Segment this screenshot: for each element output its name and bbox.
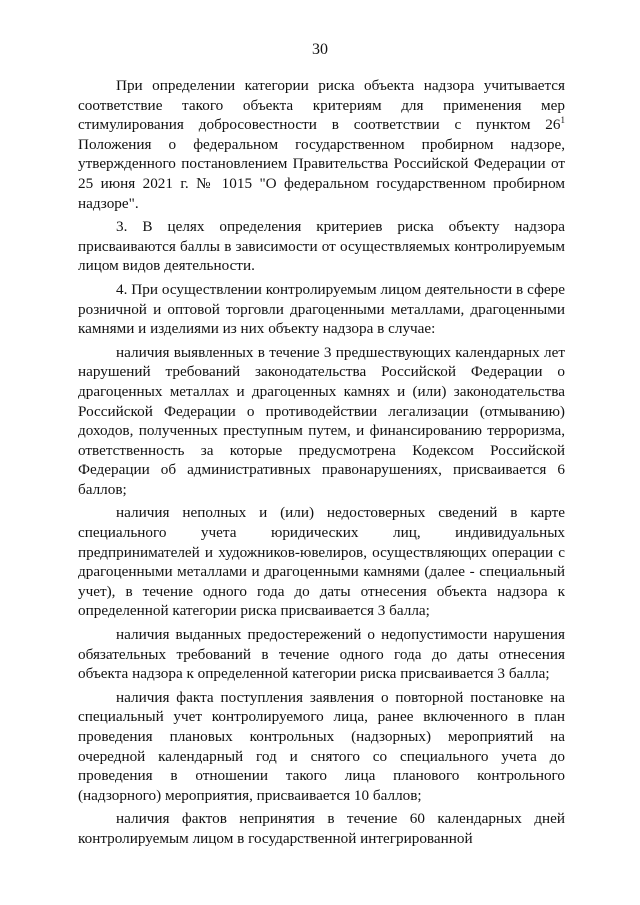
paragraph-item-4: 4. При осуществлении контролируемым лицом деятельности в сфере розничной и оптовой торговли драгоценными металлами, драгоценными камнями и изделиями из них объекту надзора в случае: [78, 280, 565, 338]
document-body [78, 76, 565, 853]
paragraph-text: При определении категории риска объекта надзора учитывается соответствие такого объекта критериям для применения мер стимулирования добросовестности в соответствии с пунктом 26 [78, 77, 565, 134]
paragraph-violations: наличия выявленных в течение 3 предшествующих календарных лет нарушений требований законодательства Российской Федерации о драгоценных металлах и драгоценных камнях и (или) законодательства Российской Федерации о противодействии легализации (отмыванию) доходов, полученных преступным путем, и финансированию терроризма, ответственность за которые предусмотрена Кодексом Российской Федерации об административных правонарушениях, присваивается 6 баллов; [78, 343, 565, 498]
paragraph-re-registration: наличия факта поступления заявления о повторной постановке на специальный учет контролируемого лица, ранее включенного в план проведения плановых контрольных (надзорных) мероприятий на очередной календарный год и снятого со специального учета до проведения в отношении такого лица планового контрольного (надзорного) мероприятия, присваивается 10 баллов; [78, 688, 565, 804]
paragraph-text-continued: Положения о федеральном государственном пробирном надзоре, утвержденного постановлением Правительства Российской Федерации от 25 июня 2021 г. № 1015 "О федеральном государственном пробирном надзоре". [78, 135, 565, 212]
paragraph-non-acceptance: наличия фактов непринятия в течение 60 календарных дней контролируемым лицом в государственной интегрированной [78, 810, 565, 847]
footnote-superscript: 1 [560, 115, 565, 126]
paragraph-item-3: 3. В целях определения критериев риска объекту надзора присваиваются баллы в зависимости от осуществляемых контролируемым лицом видов деятельности. [78, 218, 565, 275]
paragraph-risk-category [78, 76, 565, 213]
page-number: 30 [312, 41, 328, 58]
paragraph-warnings: наличия выданных предостережений о недопустимости нарушения обязательных требований в течение одного года до даты отнесения объекта надзора к определенной категории риска присваивается 3 балла; [78, 626, 565, 683]
paragraph-incomplete-info: наличия неполных и (или) недостоверных сведений в карте специального учета юридических лиц, индивидуальных предпринимателей и художников-ювелиров, осуществляющих операции с драгоценными металлами и драгоценными камнями (далее - специальный учет), в течение одного года до даты отнесения объекта надзора к определенной категории риска присваивается 3 балла; [78, 504, 565, 620]
